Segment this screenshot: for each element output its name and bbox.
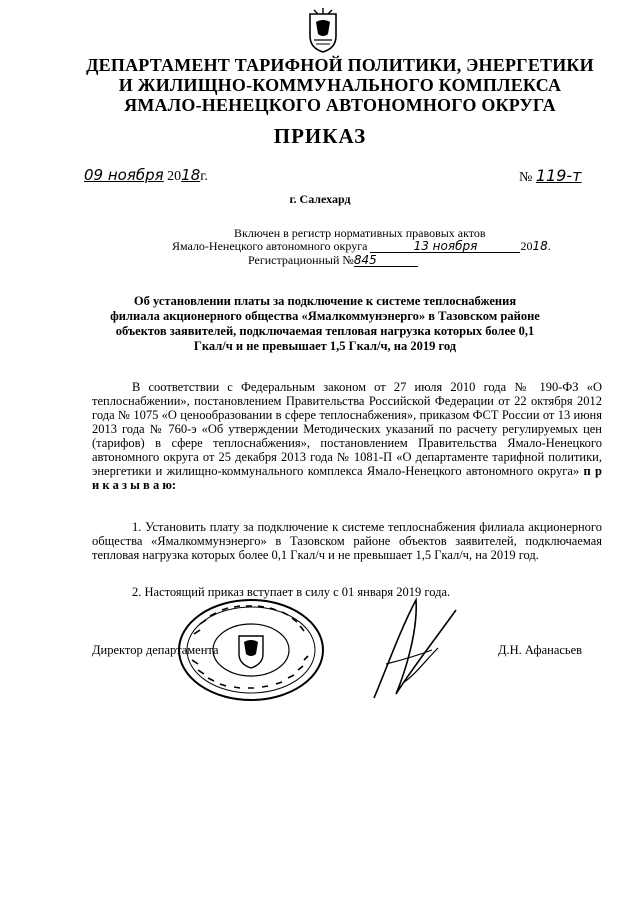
- registry-region: Ямало-Ненецкого автономного округа: [172, 239, 368, 253]
- department-line-3: ЯМАЛО-НЕНЕЦКОГО АВТОНОМНОГО ОКРУГА: [124, 95, 556, 115]
- coat-of-arms-emblem: [306, 8, 340, 54]
- order-title: Об установлении платы за подключение к системе теплоснабжения филиала акционерного общества «Ямалкоммунэнерго» в Тазовском районе объектов заявителей, подключаемая тепловая нагрузка которых более 0,1 Гкал/ч и не превышает 1,5 Гкал/ч, на 2019 год: [110, 294, 540, 353]
- order-number-handwritten: 119-т: [535, 166, 582, 185]
- document-type-title: ПРИКАЗ: [273, 124, 367, 148]
- order-date-handwritten: 09 ноября: [84, 166, 164, 184]
- handwritten-signature: [356, 590, 466, 710]
- item-2-paragraph: 2. Настоящий приказ вступает в силу с 01 января 2019 года.: [132, 585, 451, 599]
- registry-line-3: [248, 253, 418, 268]
- order-year-prefix: 20: [167, 169, 182, 184]
- order-year-handwritten: 18: [181, 166, 201, 184]
- department-header: [60, 55, 620, 115]
- registry-year-handwritten: 18: [532, 239, 548, 253]
- preamble-paragraph: [92, 380, 602, 492]
- signatory-position: Директор департамента: [92, 643, 219, 657]
- registry-line-2: Ямало-Ненецкого автономного округа 13 ноября 2018.: [172, 239, 551, 253]
- registry-year-prefix: 20: [520, 239, 533, 253]
- order-date: [84, 166, 208, 185]
- item-1-paragraph: 1. Установить плату за подключение к системе теплоснабжения филиала акционерного общества «Ямалкоммунэнерго» в Тазовском районе объектов заявителей, подключаемая тепловая нагрузка которых более 0,1 Гкал/ч и не превышает 1,5 Гкал/ч, на 2019 год.: [92, 520, 602, 562]
- order-word: п р и к а з ы в а ю:: [92, 464, 602, 492]
- registry-number-handwritten: 845: [354, 254, 418, 267]
- preamble-text: В соответствии с Федеральным законом от 27 июля 2010 года № 190-ФЗ «О теплоснабжении», постановлением Правительства Российской Федерации от 22 октября 2012 года № 1075 «О ценообразовании в сфере теплоснабжения», приказом ФСТ России от 13 июня 2013 года № 760-э «Об утверждении Методических указаний по расчету регулируемых цен (тарифов) в сфере теплоснабжения», постановлением Правительства Ямало-Ненецкого автономного округа от 25 декабря 2013 года № 1081-П «О департаменте тарифной политики, энергетики и жилищно-коммунального комплекса Ямало-Ненецкого автономного округа»: [92, 380, 602, 478]
- department-line-1: ДЕПАРТАМЕНТ ТАРИФНОЙ ПОЛИТИКИ, ЭНЕРГЕТИКИ: [86, 55, 594, 75]
- order-number-label: №: [519, 170, 533, 185]
- official-seal: [176, 598, 326, 703]
- department-line-2: И ЖИЛИЩНО-КОММУНАЛЬНОГО КОМПЛЕКСА: [118, 75, 562, 95]
- signatory-name: Д.Н. Афанасьев: [498, 643, 583, 657]
- registry-number-label: Регистрационный №: [248, 253, 354, 267]
- registry-line-1: Включен в регистр нормативных правовых актов: [234, 226, 486, 240]
- city-line: г. Салехард: [289, 192, 351, 206]
- order-year-suffix: г.: [200, 169, 208, 184]
- order-number: [519, 166, 582, 186]
- registry-date-handwritten: 13 ноября: [370, 240, 520, 253]
